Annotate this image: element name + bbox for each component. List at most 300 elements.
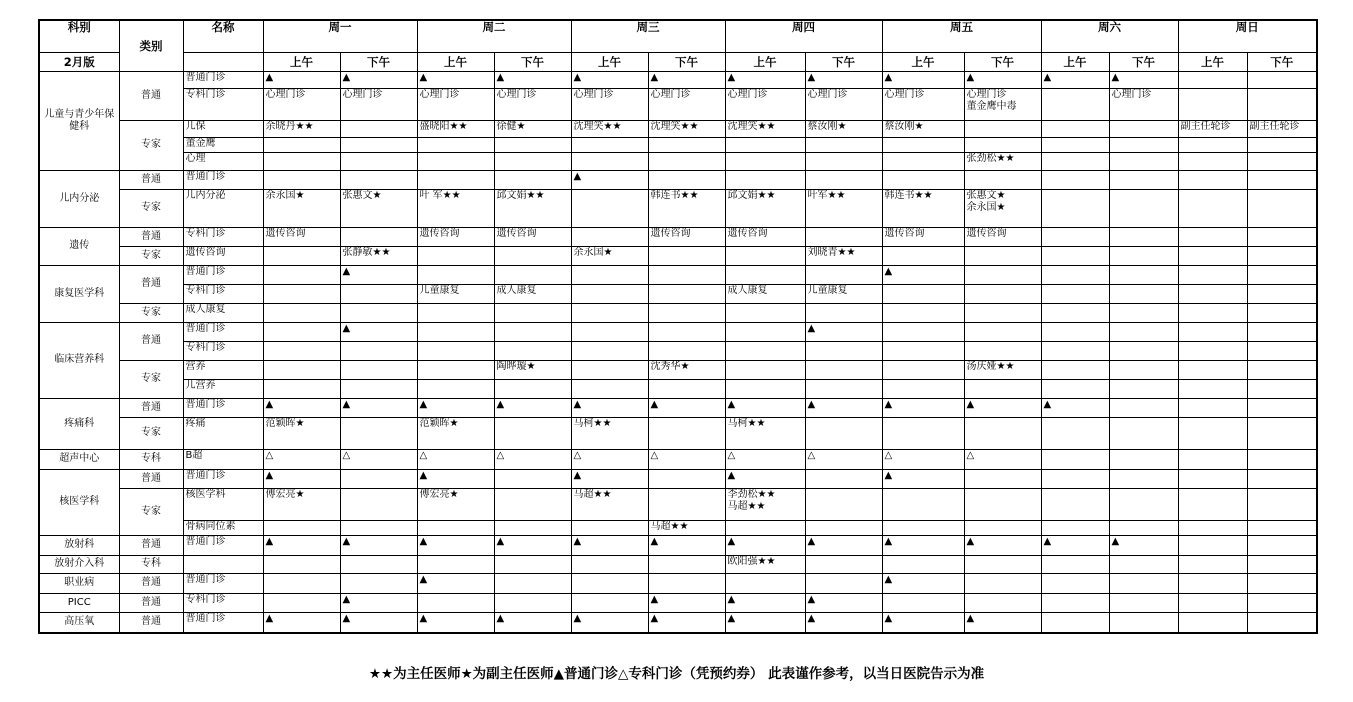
- clinic-name-cell: 普通门诊: [183, 612, 263, 633]
- schedule-cell: [1041, 227, 1109, 246]
- schedule-cell: [964, 137, 1041, 152]
- schedule-cell: [340, 555, 417, 573]
- schedule-cell: [1247, 88, 1317, 120]
- schedule-cell: [1041, 379, 1109, 398]
- schedule-cell: ▲: [494, 535, 571, 555]
- schedule-cell: [1178, 341, 1247, 360]
- schedule-cell: [1178, 449, 1247, 469]
- schedule-cell: [494, 555, 571, 573]
- schedule-cell: [1247, 535, 1317, 555]
- schedule-cell: 张惠文★ 余永国★: [964, 189, 1041, 227]
- schedule-cell: ▲: [263, 469, 340, 488]
- schedule-cell: ▲: [494, 398, 571, 417]
- schedule-cell: [417, 303, 494, 322]
- schedule-cell: [494, 379, 571, 398]
- table-row: [39, 246, 1317, 265]
- schedule-cell: [263, 555, 340, 573]
- schedule-cell: ▲: [417, 469, 494, 488]
- table-row: [39, 573, 1317, 593]
- pm-header: 下午: [805, 52, 882, 71]
- schedule-cell: ▲: [725, 593, 805, 612]
- schedule-cell: ▲: [340, 535, 417, 555]
- schedule-cell: ▲: [263, 398, 340, 417]
- legend-note: ★★为主任医师★为副主任医师▲普通门诊△专科门诊（凭预约券） 此表谨作参考，以当日医院告示为准: [368, 666, 985, 682]
- schedule-cell: 蔡汝刚★: [805, 120, 882, 137]
- schedule-cell: [1041, 612, 1109, 633]
- schedule-cell: [494, 303, 571, 322]
- schedule-cell: [648, 341, 725, 360]
- table-row: [39, 379, 1317, 398]
- table-row: [39, 322, 1317, 341]
- schedule-cell: ▲: [1041, 398, 1109, 417]
- schedule-cell: [263, 246, 340, 265]
- schedule-cell: [964, 246, 1041, 265]
- schedule-cell: [1247, 265, 1317, 284]
- schedule-cell: 心理门诊: [340, 88, 417, 120]
- schedule-cell: [1247, 152, 1317, 170]
- schedule-body: [39, 71, 1317, 633]
- schedule-cell: 徐健★: [494, 120, 571, 137]
- category-cell: 专家: [119, 488, 183, 535]
- schedule-cell: [340, 120, 417, 137]
- schedule-cell: [1041, 246, 1109, 265]
- schedule-cell: [648, 555, 725, 573]
- department-cell: 儿内分泌: [39, 170, 119, 227]
- schedule-cell: [571, 341, 648, 360]
- schedule-cell: 李劲松★★ 马超★★: [725, 488, 805, 520]
- schedule-cell: ▲: [340, 322, 417, 341]
- schedule-cell: 心理门诊 董金鹰中毒: [964, 88, 1041, 120]
- schedule-cell: [1041, 417, 1109, 449]
- schedule-cell: ▲: [882, 398, 964, 417]
- schedule-cell: ▲: [571, 71, 648, 88]
- schedule-cell: [648, 152, 725, 170]
- department-cell: 放射介入科: [39, 555, 119, 573]
- schedule-cell: [1178, 284, 1247, 303]
- schedule-cell: [725, 520, 805, 535]
- schedule-cell: [340, 341, 417, 360]
- department-cell: 临床营养科: [39, 322, 119, 398]
- schedule-cell: [1109, 449, 1178, 469]
- schedule-cell: [1178, 322, 1247, 341]
- schedule-cell: [805, 170, 882, 189]
- schedule-cell: [1041, 189, 1109, 227]
- schedule-cell: [263, 360, 340, 379]
- schedule-cell: [340, 170, 417, 189]
- schedule-cell: [1109, 612, 1178, 633]
- category-cell: 普通: [119, 573, 183, 593]
- schedule-cell: [1041, 469, 1109, 488]
- schedule-cell: ▲: [725, 398, 805, 417]
- schedule-cell: 张静敏★★: [340, 246, 417, 265]
- schedule-cell: 傅宏亮★: [417, 488, 494, 520]
- schedule-cell: [805, 417, 882, 449]
- schedule-cell: 范颖晖★: [263, 417, 340, 449]
- schedule-cell: [1109, 469, 1178, 488]
- schedule-cell: [882, 284, 964, 303]
- schedule-cell: [263, 520, 340, 535]
- schedule-cell: [494, 593, 571, 612]
- schedule-cell: [1247, 322, 1317, 341]
- schedule-cell: [964, 417, 1041, 449]
- schedule-cell: ▲: [882, 265, 964, 284]
- category-cell: 普通: [119, 227, 183, 246]
- schedule-cell: [417, 322, 494, 341]
- table-row: [39, 535, 1317, 555]
- schedule-cell: 沈理笑★★: [571, 120, 648, 137]
- schedule-cell: [494, 152, 571, 170]
- schedule-cell: [340, 488, 417, 520]
- schedule-cell: [494, 417, 571, 449]
- schedule-cell: 心理门诊: [417, 88, 494, 120]
- schedule-cell: [882, 520, 964, 535]
- schedule-cell: [1041, 555, 1109, 573]
- schedule-cell: 叶军★★: [805, 189, 882, 227]
- schedule-cell: ▲: [648, 398, 725, 417]
- schedule-cell: [1109, 360, 1178, 379]
- schedule-cell: [1247, 469, 1317, 488]
- schedule-cell: [1247, 417, 1317, 449]
- schedule-cell: [571, 303, 648, 322]
- am-header: 上午: [571, 52, 648, 71]
- edition-label: 2月版: [39, 52, 119, 71]
- schedule-cell: [571, 152, 648, 170]
- schedule-cell: [1178, 469, 1247, 488]
- schedule-cell: [648, 170, 725, 189]
- schedule-cell: 儿童康复: [417, 284, 494, 303]
- schedule-cell: ▲: [1109, 71, 1178, 88]
- table-row: [39, 488, 1317, 520]
- schedule-cell: ▲: [494, 71, 571, 88]
- clinic-name-cell: 普通门诊: [183, 535, 263, 555]
- schedule-cell: 沈理笑★★: [648, 120, 725, 137]
- schedule-cell: [417, 246, 494, 265]
- schedule-cell: [805, 360, 882, 379]
- schedule-cell: 邱文娟★★: [494, 189, 571, 227]
- schedule-cell: 遗传咨询: [964, 227, 1041, 246]
- clinic-name-cell: 心理: [183, 152, 263, 170]
- schedule-cell: [805, 573, 882, 593]
- schedule-cell: 遗传咨询: [263, 227, 340, 246]
- schedule-cell: [263, 265, 340, 284]
- schedule-cell: [1041, 88, 1109, 120]
- schedule-cell: [263, 303, 340, 322]
- schedule-cell: [1247, 246, 1317, 265]
- clinic-name-cell: 普通门诊: [183, 469, 263, 488]
- schedule-cell: [340, 379, 417, 398]
- category-cell: 普通: [119, 322, 183, 360]
- table-row: [39, 284, 1317, 303]
- schedule-cell: [725, 341, 805, 360]
- schedule-cell: [1109, 398, 1178, 417]
- category-cell: 专家: [119, 360, 183, 398]
- schedule-cell: ▲: [725, 535, 805, 555]
- schedule-cell: [964, 573, 1041, 593]
- category-cell: 专家: [119, 120, 183, 170]
- schedule-cell: ▲: [725, 71, 805, 88]
- schedule-cell: [494, 573, 571, 593]
- schedule-cell: [1109, 379, 1178, 398]
- schedule-cell: [805, 488, 882, 520]
- pm-header: 下午: [1109, 52, 1178, 71]
- schedule-cell: [1178, 71, 1247, 88]
- schedule-cell: [964, 170, 1041, 189]
- name-header: 名称: [183, 20, 263, 52]
- schedule-cell: [263, 137, 340, 152]
- schedule-cell: ▲: [882, 535, 964, 555]
- schedule-cell: 马超★★: [648, 520, 725, 535]
- schedule-cell: [1247, 71, 1317, 88]
- department-cell: 超声中心: [39, 449, 119, 469]
- day-header-fri: 周五: [882, 20, 1041, 52]
- table-row: [39, 417, 1317, 449]
- day-header-sun: 周日: [1178, 20, 1317, 52]
- schedule-cell: [882, 417, 964, 449]
- table-row: [39, 520, 1317, 535]
- am-header: 上午: [1178, 52, 1247, 71]
- schedule-cell: [1178, 265, 1247, 284]
- schedule-cell: [1178, 520, 1247, 535]
- schedule-cell: 蔡汝刚★: [882, 120, 964, 137]
- schedule-cell: [882, 360, 964, 379]
- schedule-cell: [725, 379, 805, 398]
- table-row: [39, 303, 1317, 322]
- schedule-cell: [417, 379, 494, 398]
- schedule-cell: 心理门诊: [494, 88, 571, 120]
- category-cell: 普通: [119, 469, 183, 488]
- schedule-cell: [882, 152, 964, 170]
- schedule-cell: [263, 573, 340, 593]
- schedule-cell: [494, 265, 571, 284]
- schedule-cell: [648, 417, 725, 449]
- schedule-cell: [340, 137, 417, 152]
- schedule-cell: [882, 137, 964, 152]
- schedule-cell: ▲: [882, 71, 964, 88]
- clinic-name-cell: [183, 555, 263, 573]
- schedule-cell: [964, 265, 1041, 284]
- schedule-cell: 傅宏亮★: [263, 488, 340, 520]
- schedule-cell: [1247, 398, 1317, 417]
- schedule-cell: [964, 379, 1041, 398]
- clinic-name-cell: 专科门诊: [183, 227, 263, 246]
- schedule-cell: ▲: [964, 535, 1041, 555]
- schedule-cell: ▲: [725, 612, 805, 633]
- schedule-cell: [571, 137, 648, 152]
- schedule-cell: [1178, 612, 1247, 633]
- table-row: [39, 449, 1317, 469]
- schedule-cell: [725, 322, 805, 341]
- schedule-cell: [571, 284, 648, 303]
- table-row: [39, 170, 1317, 189]
- schedule-cell: ▲: [882, 612, 964, 633]
- schedule-cell: [1041, 593, 1109, 612]
- schedule-cell: ▲: [805, 612, 882, 633]
- schedule-cell: [263, 152, 340, 170]
- schedule-cell: [1109, 137, 1178, 152]
- schedule-cell: ▲: [882, 469, 964, 488]
- clinic-name-cell: 普通门诊: [183, 71, 263, 88]
- schedule-cell: [263, 284, 340, 303]
- category-cell: 普通: [119, 265, 183, 303]
- schedule-cell: [648, 469, 725, 488]
- table-row: [39, 265, 1317, 284]
- schedule-cell: 陶晔璇★: [494, 360, 571, 379]
- schedule-cell: [964, 520, 1041, 535]
- schedule-cell: ▲: [1041, 71, 1109, 88]
- schedule-cell: [805, 137, 882, 152]
- schedule-cell: [1247, 379, 1317, 398]
- schedule-cell: 范颖晖★: [417, 417, 494, 449]
- clinic-name-cell: 儿内分泌: [183, 189, 263, 227]
- category-cell: 专家: [119, 417, 183, 449]
- day-header-sat: 周六: [1041, 20, 1178, 52]
- schedule-cell: [882, 555, 964, 573]
- schedule-cell: [964, 341, 1041, 360]
- category-cell: 普通: [119, 535, 183, 555]
- schedule-cell: [340, 152, 417, 170]
- schedule-cell: [1109, 573, 1178, 593]
- schedule-cell: [1247, 488, 1317, 520]
- category-cell: 专家: [119, 189, 183, 227]
- table-row: [39, 341, 1317, 360]
- schedule-cell: [340, 227, 417, 246]
- schedule-cell: [1178, 303, 1247, 322]
- clinic-name-cell: 儿营养: [183, 379, 263, 398]
- schedule-cell: 遗传咨询: [648, 227, 725, 246]
- schedule-cell: 遗传咨询: [882, 227, 964, 246]
- schedule-cell: [494, 137, 571, 152]
- am-header: 上午: [725, 52, 805, 71]
- clinic-name-cell: 普通门诊: [183, 170, 263, 189]
- schedule-cell: [494, 341, 571, 360]
- schedule-cell: ▲: [725, 469, 805, 488]
- schedule-cell: ▲: [882, 573, 964, 593]
- clinic-name-cell: B超: [183, 449, 263, 469]
- schedule-cell: [571, 322, 648, 341]
- schedule-cell: 儿童康复: [805, 284, 882, 303]
- schedule-cell: [1178, 488, 1247, 520]
- schedule-cell: ▲: [1041, 535, 1109, 555]
- schedule-cell: [417, 341, 494, 360]
- schedule-cell: [1041, 303, 1109, 322]
- pm-header: 下午: [648, 52, 725, 71]
- schedule-cell: [725, 246, 805, 265]
- schedule-cell: [1041, 120, 1109, 137]
- name-subheader-blank: [183, 52, 263, 71]
- schedule-cell: △: [882, 449, 964, 469]
- schedule-cell: [964, 469, 1041, 488]
- schedule-cell: [648, 573, 725, 593]
- schedule-cell: [340, 360, 417, 379]
- schedule-cell: 张劲松★★: [964, 152, 1041, 170]
- schedule-cell: 沈理笑★★: [725, 120, 805, 137]
- schedule-cell: [340, 469, 417, 488]
- clinic-name-cell: 普通门诊: [183, 322, 263, 341]
- schedule-cell: [805, 379, 882, 398]
- type-header: 类别: [119, 20, 183, 71]
- category-cell: 普通: [119, 612, 183, 633]
- schedule-cell: ▲: [417, 612, 494, 633]
- schedule-cell: [1247, 449, 1317, 469]
- schedule-cell: [882, 488, 964, 520]
- schedule-cell: ▲: [340, 593, 417, 612]
- schedule-cell: △: [805, 449, 882, 469]
- schedule-cell: [1178, 535, 1247, 555]
- schedule-cell: [1178, 170, 1247, 189]
- dept-header: 科别: [39, 20, 119, 52]
- schedule-cell: [1109, 170, 1178, 189]
- schedule-cell: [1109, 152, 1178, 170]
- schedule-cell: [494, 322, 571, 341]
- department-cell: 遗传: [39, 227, 119, 265]
- table-row: [39, 360, 1317, 379]
- category-cell: 专家: [119, 246, 183, 265]
- department-cell: 疼痛科: [39, 398, 119, 449]
- schedule-cell: [805, 227, 882, 246]
- schedule-cell: [571, 593, 648, 612]
- schedule-cell: ▲: [964, 612, 1041, 633]
- schedule-cell: [263, 379, 340, 398]
- schedule-cell: [725, 170, 805, 189]
- day-header-wed: 周三: [571, 20, 725, 52]
- outpatient-schedule-table: [38, 19, 1318, 634]
- clinic-name-cell: 遗传咨询: [183, 246, 263, 265]
- schedule-cell: ▲: [417, 398, 494, 417]
- schedule-cell: 遗传咨询: [494, 227, 571, 246]
- clinic-name-cell: 儿保: [183, 120, 263, 137]
- schedule-cell: ▲: [340, 612, 417, 633]
- schedule-cell: ▲: [805, 398, 882, 417]
- schedule-cell: [648, 265, 725, 284]
- schedule-cell: [263, 341, 340, 360]
- category-cell: 专家: [119, 303, 183, 322]
- schedule-cell: [417, 265, 494, 284]
- clinic-name-cell: 专科门诊: [183, 284, 263, 303]
- table-row: [39, 555, 1317, 573]
- schedule-cell: 余晓丹★★: [263, 120, 340, 137]
- schedule-cell: [805, 152, 882, 170]
- schedule-cell: ▲: [648, 593, 725, 612]
- schedule-cell: [1109, 284, 1178, 303]
- schedule-cell: [805, 555, 882, 573]
- schedule-cell: [1041, 449, 1109, 469]
- schedule-cell: [417, 170, 494, 189]
- schedule-cell: 韩连书★★: [882, 189, 964, 227]
- schedule-cell: ▲: [263, 535, 340, 555]
- schedule-cell: [882, 341, 964, 360]
- schedule-cell: [571, 555, 648, 573]
- schedule-cell: [1109, 303, 1178, 322]
- schedule-cell: 张惠文★: [340, 189, 417, 227]
- schedule-cell: ▲: [805, 535, 882, 555]
- schedule-cell: 副主任轮诊: [1247, 120, 1317, 137]
- department-cell: 职业病: [39, 573, 119, 593]
- schedule-cell: ▲: [263, 612, 340, 633]
- schedule-cell: [1109, 520, 1178, 535]
- schedule-cell: [1109, 555, 1178, 573]
- schedule-cell: [1109, 189, 1178, 227]
- schedule-cell: 心理门诊: [725, 88, 805, 120]
- schedule-cell: [1247, 303, 1317, 322]
- schedule-cell: ▲: [340, 265, 417, 284]
- schedule-cell: ▲: [417, 573, 494, 593]
- schedule-cell: [340, 303, 417, 322]
- pm-header: 下午: [1247, 52, 1317, 71]
- category-cell: 普通: [119, 593, 183, 612]
- schedule-cell: [340, 417, 417, 449]
- schedule-cell: [571, 379, 648, 398]
- header-row-days: [39, 20, 1317, 52]
